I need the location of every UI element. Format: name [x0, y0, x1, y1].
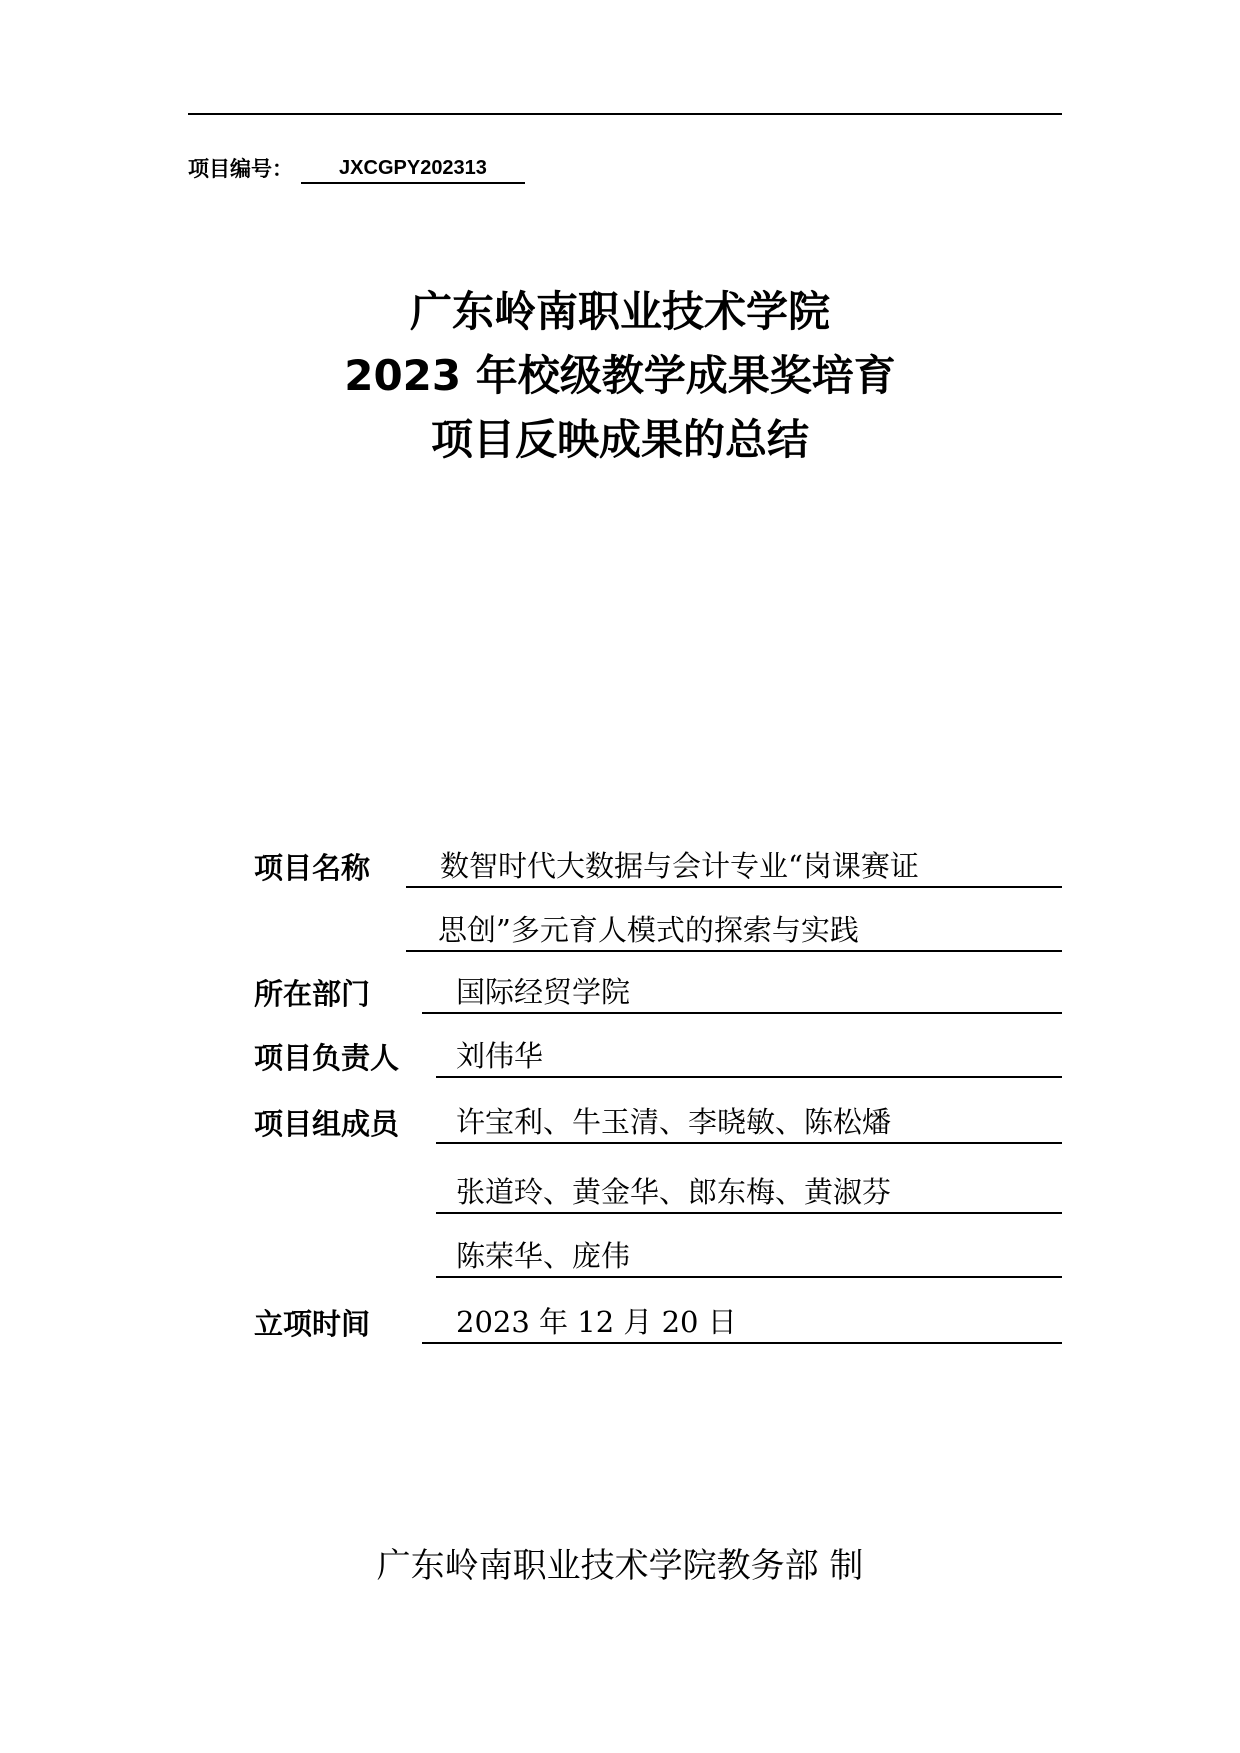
members-row-3 [436, 1230, 1062, 1278]
project-name-row-2 [406, 904, 1062, 952]
approval-date-label: 立项时间 [254, 1307, 371, 1341]
document-title [0, 282, 1240, 474]
title-line-2: 2023 年校级教学成果奖培育 [344, 351, 896, 400]
department-label: 所在部门 [254, 977, 371, 1011]
leader-label: 项目负责人 [254, 1041, 400, 1075]
members-row-2 [436, 1166, 1062, 1214]
project-code-label: 项目编号： [188, 157, 293, 181]
project-name-label: 项目名称 [254, 851, 371, 885]
leader-row [254, 1030, 1062, 1078]
members-line-3: 陈荣华、庞伟 [436, 1236, 1062, 1278]
members-label: 项目组成员 [254, 1107, 400, 1141]
project-name-line-2: 思创”多元育人模式的探索与实践 [406, 910, 1062, 952]
approval-date-row [254, 1296, 1062, 1344]
project-name-line-1: 数智时代大数据与会计专业“岗课赛证 [406, 846, 1062, 888]
members-line-1: 许宝利、牛玉清、李晓敏、陈松燔 [436, 1102, 1062, 1144]
title-line-3: 项目反映成果的总结 [430, 415, 809, 464]
leader-value: 刘伟华 [436, 1036, 1062, 1078]
project-code [188, 150, 525, 184]
header-rule [188, 113, 1062, 115]
department-row [254, 966, 1062, 1014]
members-line-2: 张道玲、黄金华、郎东梅、黄淑芬 [436, 1172, 1062, 1214]
approval-date-value: 2023 年 12 月 20 日 [422, 1302, 1062, 1344]
project-name-row [254, 840, 1062, 888]
issuer-footer: 广东岭南职业技术学院教务部 制 [376, 1546, 864, 1586]
department-value: 国际经贸学院 [422, 972, 1062, 1014]
project-code-value: JXCGPY202313 [301, 154, 525, 184]
members-row [254, 1096, 1062, 1144]
title-line-1: 广东岭南职业技术学院 [409, 287, 830, 336]
